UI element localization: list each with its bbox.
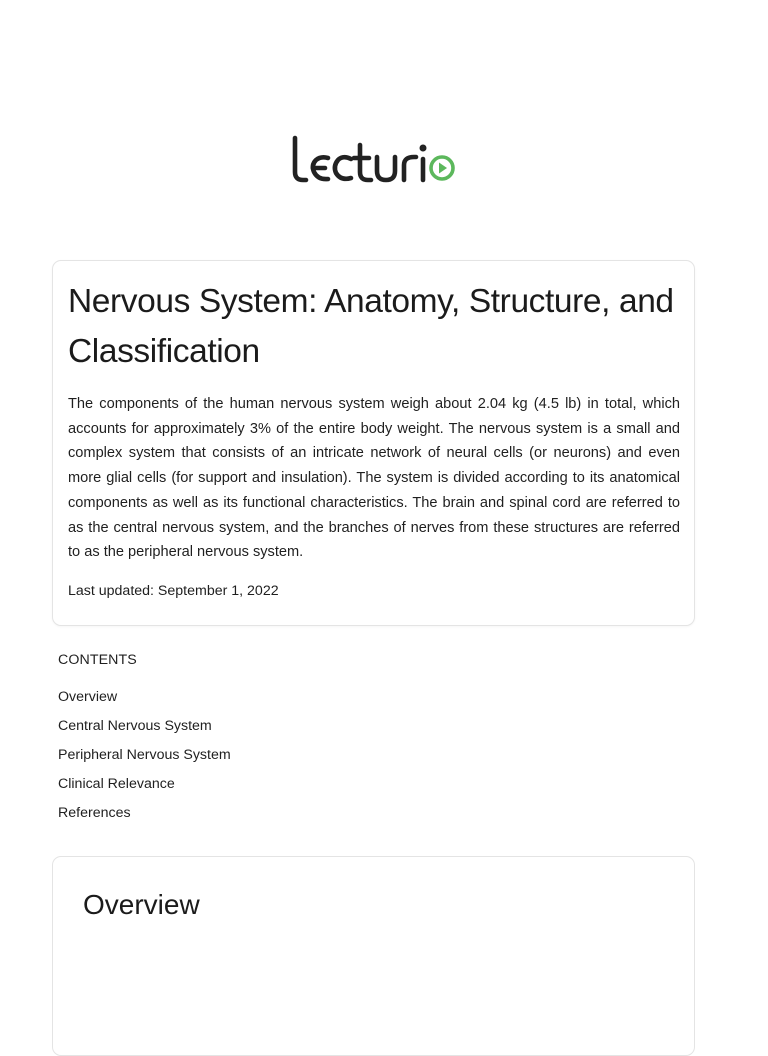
- last-updated-date: Last updated: September 1, 2022: [68, 583, 279, 599]
- toc-link-clinical-relevance[interactable]: Clinical Relevance: [58, 776, 175, 792]
- contents-list: [58, 687, 458, 832]
- list-item: [58, 745, 458, 774]
- list-item: [58, 687, 458, 716]
- article-title: Nervous System: Anatomy, Structure, and Classification: [68, 283, 674, 370]
- toc-link-central-nervous-system[interactable]: Central Nervous System: [58, 718, 212, 734]
- article-header-card: [52, 260, 695, 626]
- list-item: [58, 716, 458, 745]
- list-item: [58, 774, 458, 803]
- toc-link-overview[interactable]: Overview: [58, 689, 118, 705]
- lecturio-logo-mark: [288, 132, 484, 190]
- section-title-overview: Overview: [83, 889, 200, 920]
- toc-link-references[interactable]: References: [58, 805, 131, 821]
- overview-section-card: [52, 856, 695, 1056]
- toc-link-peripheral-nervous-system[interactable]: Peripheral Nervous System: [58, 747, 231, 763]
- table-of-contents: [58, 650, 458, 832]
- contents-heading: CONTENTS: [58, 652, 137, 668]
- lecturio-logo[interactable]: [288, 132, 484, 190]
- article-intro: The components of the human nervous system weigh about 2.04 kg (4.5 lb) in total, which accounts for approximately 3% of the entire body weight. The nervous system is a small and complex system that consists of an intricate network of neural cells (or neurons) and even more glial cells (for support and insulation). The system is divided according to its anatomical components as well as its functional characteristics. The brain and spinal cord are referred to as the central nervous system, and the branches of nerves from these structures are referred to as the peripheral nervous system.: [68, 396, 680, 561]
- list-item: [58, 803, 458, 832]
